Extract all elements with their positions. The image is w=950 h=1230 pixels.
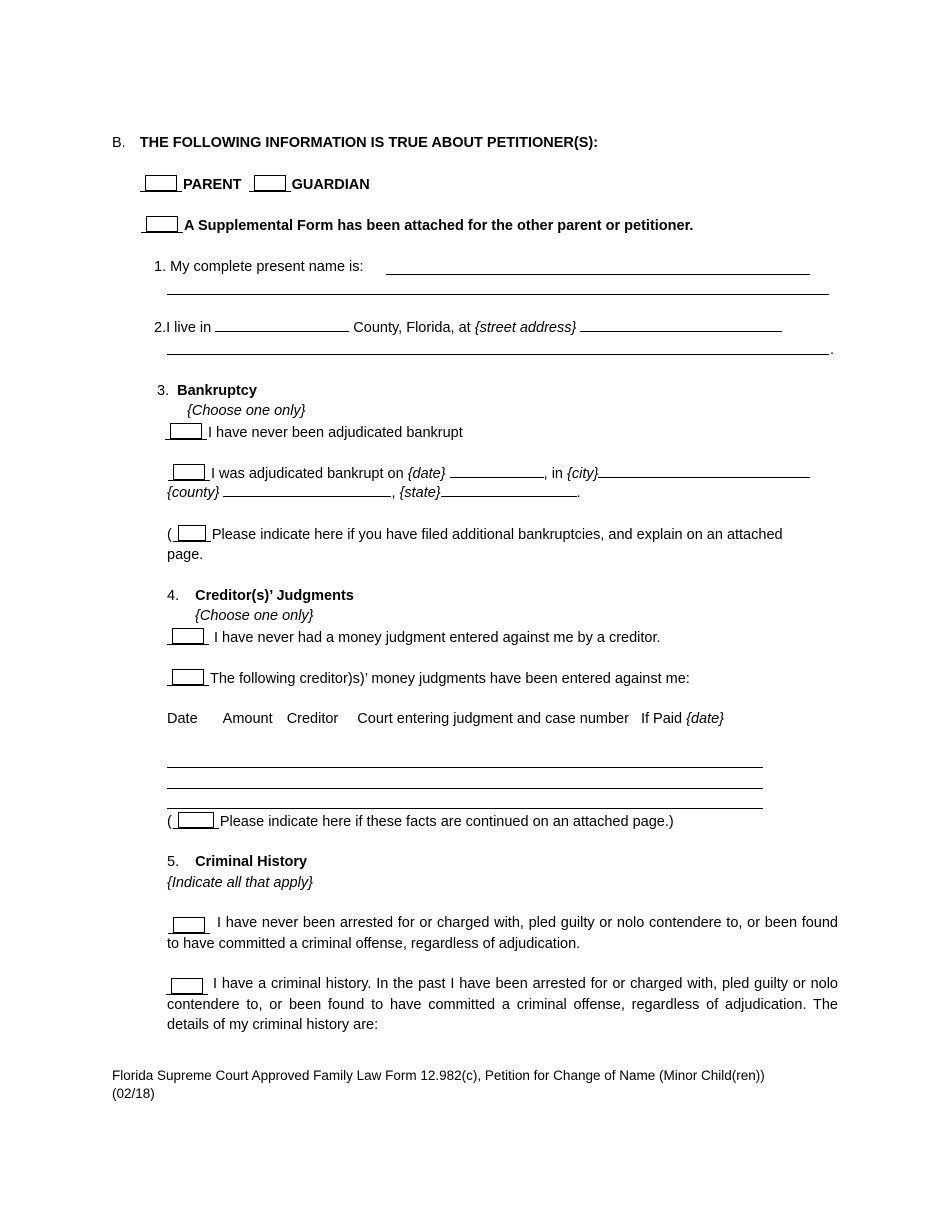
col-creditor: Creditor	[286, 711, 339, 727]
bankruptcy-state-placeholder: {state}	[399, 485, 441, 501]
supplemental-label: A Supplemental Form has been attached for the other parent or petitioner.	[184, 218, 694, 234]
bankruptcy-never-label: I have never been adjudicated bankrupt	[208, 425, 463, 441]
judgments-continued-open: (	[167, 814, 172, 830]
judgments-continued-row	[167, 812, 674, 831]
county-text: County, Florida, at	[353, 320, 471, 336]
judgments-instruction: {Choose one only}	[195, 608, 314, 624]
judgments-never-label: I have never had a money judgment entered against me by a creditor.	[214, 630, 661, 646]
judgments-column-headers	[167, 710, 724, 728]
bankruptcy-was-checkbox[interactable]	[173, 464, 205, 480]
supplemental-row	[146, 216, 693, 235]
col-court: Court entering judgment and case number	[357, 711, 629, 727]
name-label: 1. My complete present name is:	[154, 259, 364, 275]
section-title: THE FOLLOWING INFORMATION IS TRUE ABOUT PETITIONER(S):	[139, 135, 599, 151]
criminal-never-label: I have never been arrested for or charged with, pled guilty or nolo contendere to, or been found to have committed a criminal offense, regardless of adjudication.	[167, 915, 838, 952]
criminal-heading	[167, 853, 307, 871]
bankruptcy-date-placeholder: {date}	[407, 466, 446, 482]
bankruptcy-county-field[interactable]	[223, 484, 391, 497]
section-b-heading	[112, 134, 598, 152]
bankruptcy-additional-row	[167, 525, 783, 544]
address-row	[154, 319, 782, 337]
parent-checkbox[interactable]	[145, 175, 177, 191]
judgments-following-label: The following creditor)s)’ money judgments have been entered against me:	[210, 671, 690, 687]
judgments-following-row	[172, 669, 690, 688]
guardian-checkbox[interactable]	[254, 175, 286, 191]
bankruptcy-city-placeholder: {city}	[567, 466, 599, 482]
bankruptcy-comma: ,	[391, 485, 396, 501]
judgments-continued-checkbox[interactable]	[178, 812, 214, 828]
bankruptcy-date-field[interactable]	[450, 465, 544, 478]
bankruptcy-never-checkbox[interactable]	[170, 423, 202, 439]
bankruptcy-additional-checkbox[interactable]	[178, 525, 206, 541]
judgments-heading	[167, 587, 354, 605]
guardian-label: GUARDIAN	[291, 177, 370, 193]
petitioner-role-row	[145, 175, 370, 194]
judgment-entry-line[interactable]	[167, 767, 763, 768]
address-prefix: 2.I live in	[154, 320, 212, 336]
address-field-continued[interactable]	[167, 354, 829, 355]
judgments-continued-text: Please indicate here if these facts are continued on an attached page.)	[219, 814, 674, 830]
supplemental-checkbox[interactable]	[146, 216, 178, 232]
bankruptcy-location-row	[167, 484, 581, 502]
col-paid: If Paid	[640, 711, 683, 727]
footer-form-title: Florida Supreme Court Approved Family Law Form 12.982(c), Petition for Change of Name (Minor Child(ren))	[112, 1068, 765, 1083]
col-amount: Amount	[222, 711, 273, 727]
judgment-entry-line[interactable]	[167, 788, 763, 789]
bankruptcy-additional-cont: page.	[167, 547, 204, 563]
county-field[interactable]	[215, 319, 349, 332]
bankruptcy-in-text: , in	[543, 466, 563, 482]
judgments-title: Creditor(s)’ Judgments	[195, 588, 354, 604]
bankruptcy-additional-text: Please indicate here if you have filed additional bankruptcies, and explain on an attached	[211, 527, 783, 543]
judgment-entry-line[interactable]	[167, 808, 763, 809]
col-date: Date	[167, 711, 198, 727]
name-field[interactable]	[386, 274, 810, 275]
judgments-following-checkbox[interactable]	[172, 669, 204, 685]
bankruptcy-was-label: I was adjudicated bankrupt on	[211, 466, 404, 482]
bankruptcy-city-field[interactable]	[598, 465, 810, 478]
bankruptcy-period: .	[576, 485, 581, 501]
bankruptcy-additional-open: (	[167, 527, 172, 543]
street-placeholder: {street address}	[474, 320, 577, 336]
judgments-number: 4.	[167, 588, 180, 604]
bankruptcy-heading	[157, 382, 257, 400]
bankruptcy-was-row	[173, 464, 810, 483]
criminal-instruction: {Indicate all that apply}	[167, 875, 313, 891]
bankruptcy-title: Bankruptcy	[177, 383, 257, 399]
bankruptcy-county-placeholder: {county}	[167, 485, 220, 501]
parent-label: PARENT	[183, 177, 242, 193]
bankruptcy-instruction: {Choose one only}	[187, 403, 306, 419]
col-paid-placeholder: {date}	[686, 711, 725, 727]
criminal-number: 5.	[167, 854, 180, 870]
bankruptcy-never-row	[170, 423, 463, 442]
footer-revision: (02/18)	[112, 1086, 155, 1101]
name-field-continued[interactable]	[167, 294, 829, 295]
judgments-never-checkbox[interactable]	[172, 628, 204, 644]
address-period: .	[830, 342, 835, 358]
section-letter: B.	[112, 135, 126, 151]
bankruptcy-state-field[interactable]	[441, 484, 577, 497]
bankruptcy-number: 3.	[157, 383, 170, 399]
street-field[interactable]	[580, 319, 782, 332]
judgments-never-row	[172, 628, 661, 647]
criminal-title: Criminal History	[195, 854, 308, 870]
criminal-history-label: I have a criminal history. In the past I have been arrested for or charged with, pled guilty or nolo contendere to, or been found to have committed a criminal offense, regardless of adjudication. The details of my criminal history are:	[167, 976, 838, 1033]
name-row	[154, 258, 364, 276]
